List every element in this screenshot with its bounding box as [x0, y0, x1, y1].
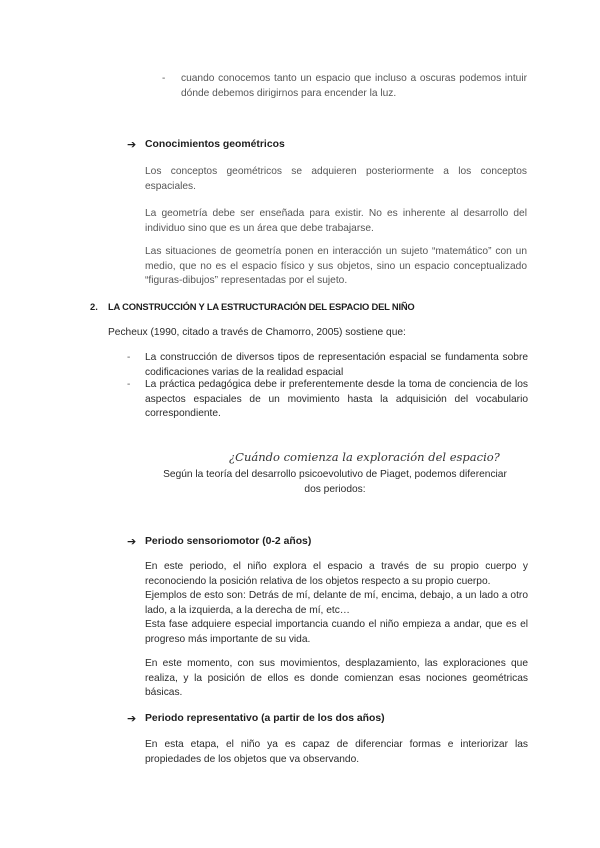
section-intro: Pecheux (1990, citado a través de Chamorro, 2005) sostiene que: — [108, 327, 406, 338]
intro-item-text: cuando conocemos tanto un espacio que incluso a oscuras podemos intuir dónde debemos dirigirnos para encender la luz. — [181, 73, 527, 99]
arrow-icon: ➔ — [127, 713, 137, 725]
paragraph: En esta etapa, el niño ya es capaz de diferenciar formas e interiorizar las propiedades de los objetos que va observando. — [145, 739, 528, 765]
arrow-icon: ➔ — [127, 536, 137, 548]
section-title: LA CONSTRUCCIÓN Y LA ESTRUCTURACIÓN DEL ESPACIO DEL NIÑO — [108, 301, 415, 312]
list-item: La construcción de diversos tipos de representación espacial se fundamenta sobre codificaciones varias de la realidad espacial — [145, 352, 528, 378]
section-number: 2. — [90, 301, 98, 312]
paragraph: En este momento, con sus movimientos, desplazamiento, las exploraciones que realiza, y la posición de ellos es donde comienzan esas nociones geométricas básicas. — [145, 658, 528, 698]
section-heading: Periodo representativo (a partir de los dos años) — [145, 713, 385, 724]
centered-text-line: Según la teoría del desarrollo psicoevolutivo de Piaget, podemos diferenciar — [163, 469, 507, 480]
list-bullet: - — [127, 352, 131, 363]
section-heading: Periodo sensoriomotor (0-2 años) — [145, 536, 312, 547]
cursive-subtitle: ¿Cuándo comienza la exploración del espacio? — [229, 450, 500, 464]
list-item: La práctica pedagógica debe ir preferentemente desde la toma de conciencia de los aspectos espaciales de un movimiento hasta la adquisición del vocabulario correspondiente. — [145, 379, 528, 419]
paragraph: En este periodo, el niño explora el espacio a través de su propio cuerpo y reconociendo la posición relativa de los objetos respecto a su propio cuerpo. — [145, 561, 528, 587]
paragraph: La geometría debe ser enseñada para existir. No es inherente al desarrollo del individuo sino que es un área que debe trabajarse. — [145, 208, 527, 234]
paragraph: Ejemplos de esto son: Detrás de mí, delante de mí, encima, debajo, a un lado a otro lado, a la izquierda, a la derecha de mí, etc… — [145, 590, 528, 616]
arrow-icon: ➔ — [127, 139, 137, 151]
centered-text-line: dos periodos: — [304, 484, 366, 495]
paragraph: Las situaciones de geometría ponen en interacción un sujeto “matemático” con un medio, que no es el espacio físico y sus objetos, sino un espacio conceptualizado “figuras-dibujos” representadas por el sujeto. — [145, 246, 527, 286]
list-bullet: - — [162, 73, 166, 84]
section-heading: Conocimientos geométricos — [145, 139, 285, 150]
paragraph: Los conceptos geométricos se adquieren posteriormente a los conceptos espaciales. — [145, 166, 527, 192]
paragraph: Esta fase adquiere especial importancia cuando el niño empieza a andar, que es el progreso más importante de su vida. — [145, 619, 528, 645]
list-bullet: - — [127, 379, 131, 390]
